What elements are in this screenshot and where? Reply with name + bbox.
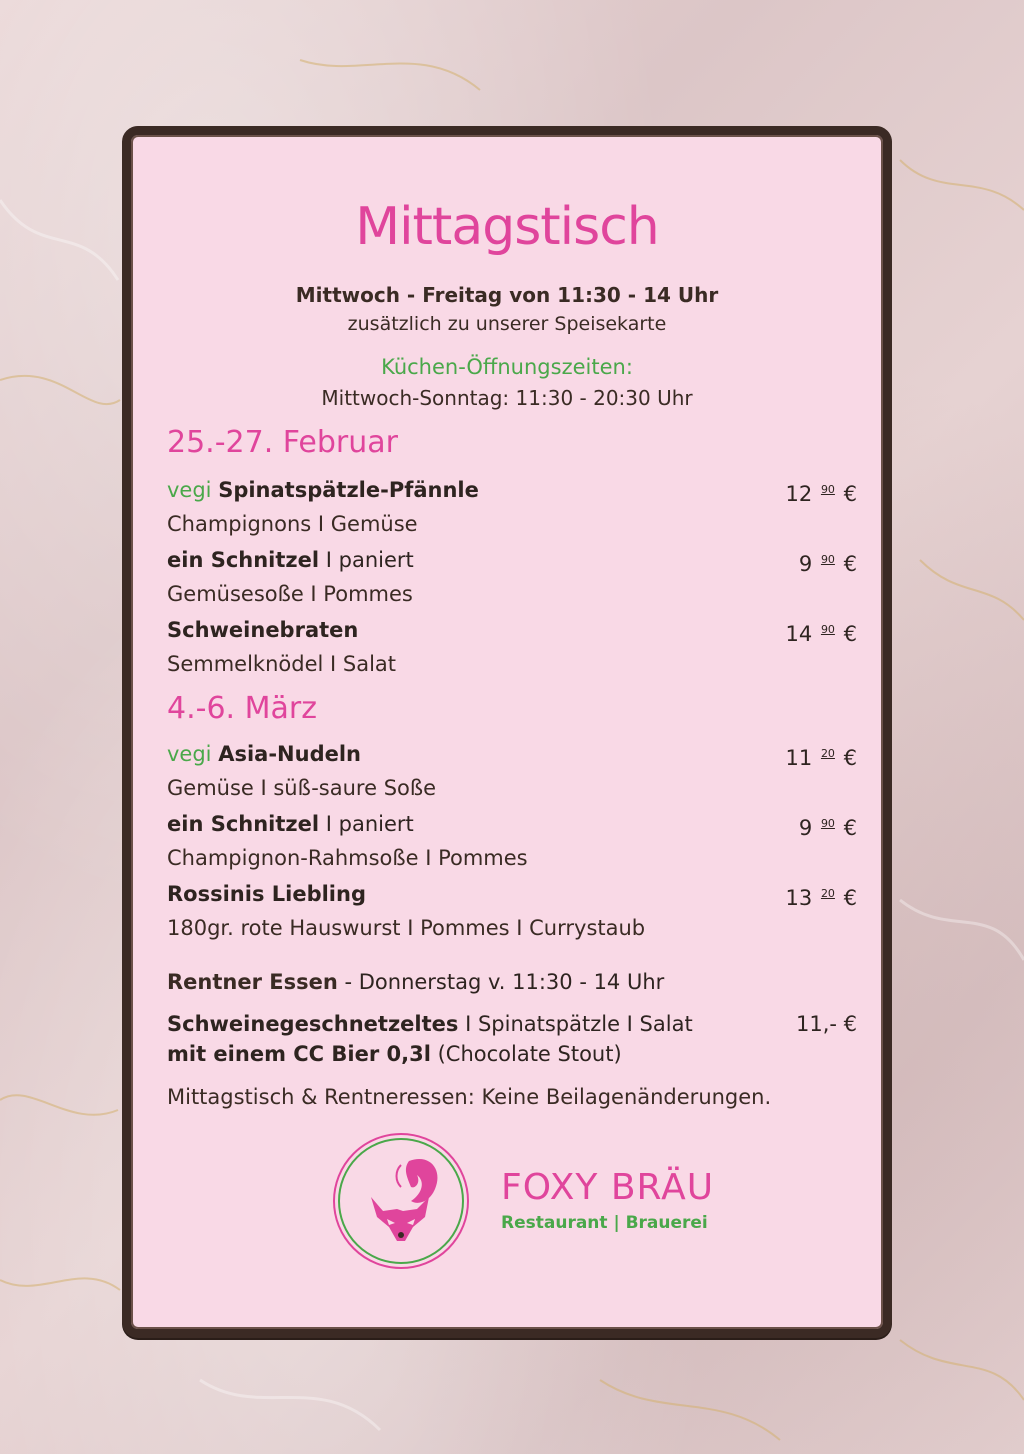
menu-note: Mittagstisch & Rentneressen: Keine Beilagenänderungen.	[167, 1085, 772, 1109]
rentner-section	[167, 967, 857, 1069]
brand-name: FOXY BRÄU	[501, 1167, 715, 1208]
menu-item	[167, 739, 857, 803]
dish-description: Champignons I Gemüse	[167, 512, 418, 536]
dish-name: Asia-Nudeln	[218, 742, 361, 766]
menu-item	[167, 545, 857, 609]
rentner-dish-extra: I Spinatspätzle I Salat	[458, 1012, 693, 1036]
menu-item	[167, 809, 857, 873]
dish-price: 13 $^{20}$ €	[785, 886, 857, 910]
week-title: 25.-27. Februar	[167, 425, 398, 460]
menu-board	[122, 126, 892, 1338]
dish-extra: I paniert	[319, 548, 414, 572]
menu-item	[167, 475, 857, 539]
menu-item	[167, 879, 857, 943]
dish-name: Spinatspätzle-Pfännle	[218, 478, 479, 502]
dish-description: Semmelknödel I Salat	[167, 652, 397, 676]
kitchen-hours-label: Küchen-Öffnungszeiten:	[381, 355, 633, 379]
page-title: Mittagstisch	[355, 197, 659, 257]
vegi-tag: vegi	[167, 478, 212, 502]
dish-name: ein Schnitzel	[167, 812, 320, 836]
week-title: 4.-6. März	[167, 691, 317, 726]
menu-item	[167, 615, 857, 679]
dish-name: Schweinebraten	[167, 618, 359, 642]
dish-price: 11 $^{20}$ €	[785, 746, 857, 770]
dish-description: Gemüse I süß-saure Soße	[167, 776, 437, 800]
dish-extra: I paniert	[319, 812, 414, 836]
dish-name: Rossinis Liebling	[167, 882, 366, 906]
rentner-title: Rentner Essen	[167, 970, 338, 994]
dish-price: 9 $^{90}$ €	[798, 552, 857, 576]
rentner-drink-extra: (Chocolate Stout)	[430, 1042, 622, 1066]
dish-price: 12 $^{90}$ €	[785, 482, 857, 506]
fox-logo-icon	[331, 1131, 471, 1271]
rentner-price: 11,- €	[795, 1012, 857, 1036]
dish-description: 180gr. rote Hauswurst I Pommes I Currystaub	[167, 916, 646, 940]
kitchen-hours: Mittwoch-Sonntag: 11:30 - 20:30 Uhr	[321, 386, 693, 410]
brand-tagline: Restaurant | Brauerei	[501, 1213, 708, 1233]
dish-name: ein Schnitzel	[167, 548, 320, 572]
dish-price: 9 $^{90}$ €	[798, 816, 857, 840]
lunch-hours: Mittwoch - Freitag von 11:30 - 14 Uhr	[295, 283, 719, 307]
rentner-drink: mit einem CC Bier 0,3l	[167, 1042, 431, 1066]
lunch-subtitle: zusätzlich zu unserer Speisekarte	[347, 313, 667, 335]
rentner-dish: Schweinegeschnetzeltes	[167, 1012, 459, 1036]
dish-description: Champignon-Rahmsoße I Pommes	[167, 846, 528, 870]
dish-description: Gemüsesoße I Pommes	[167, 582, 413, 606]
vegi-tag: vegi	[167, 742, 212, 766]
dish-price: 14 $^{90}$ €	[785, 622, 857, 646]
rentner-time: - Donnerstag v. 11:30 - 14 Uhr	[337, 970, 665, 994]
